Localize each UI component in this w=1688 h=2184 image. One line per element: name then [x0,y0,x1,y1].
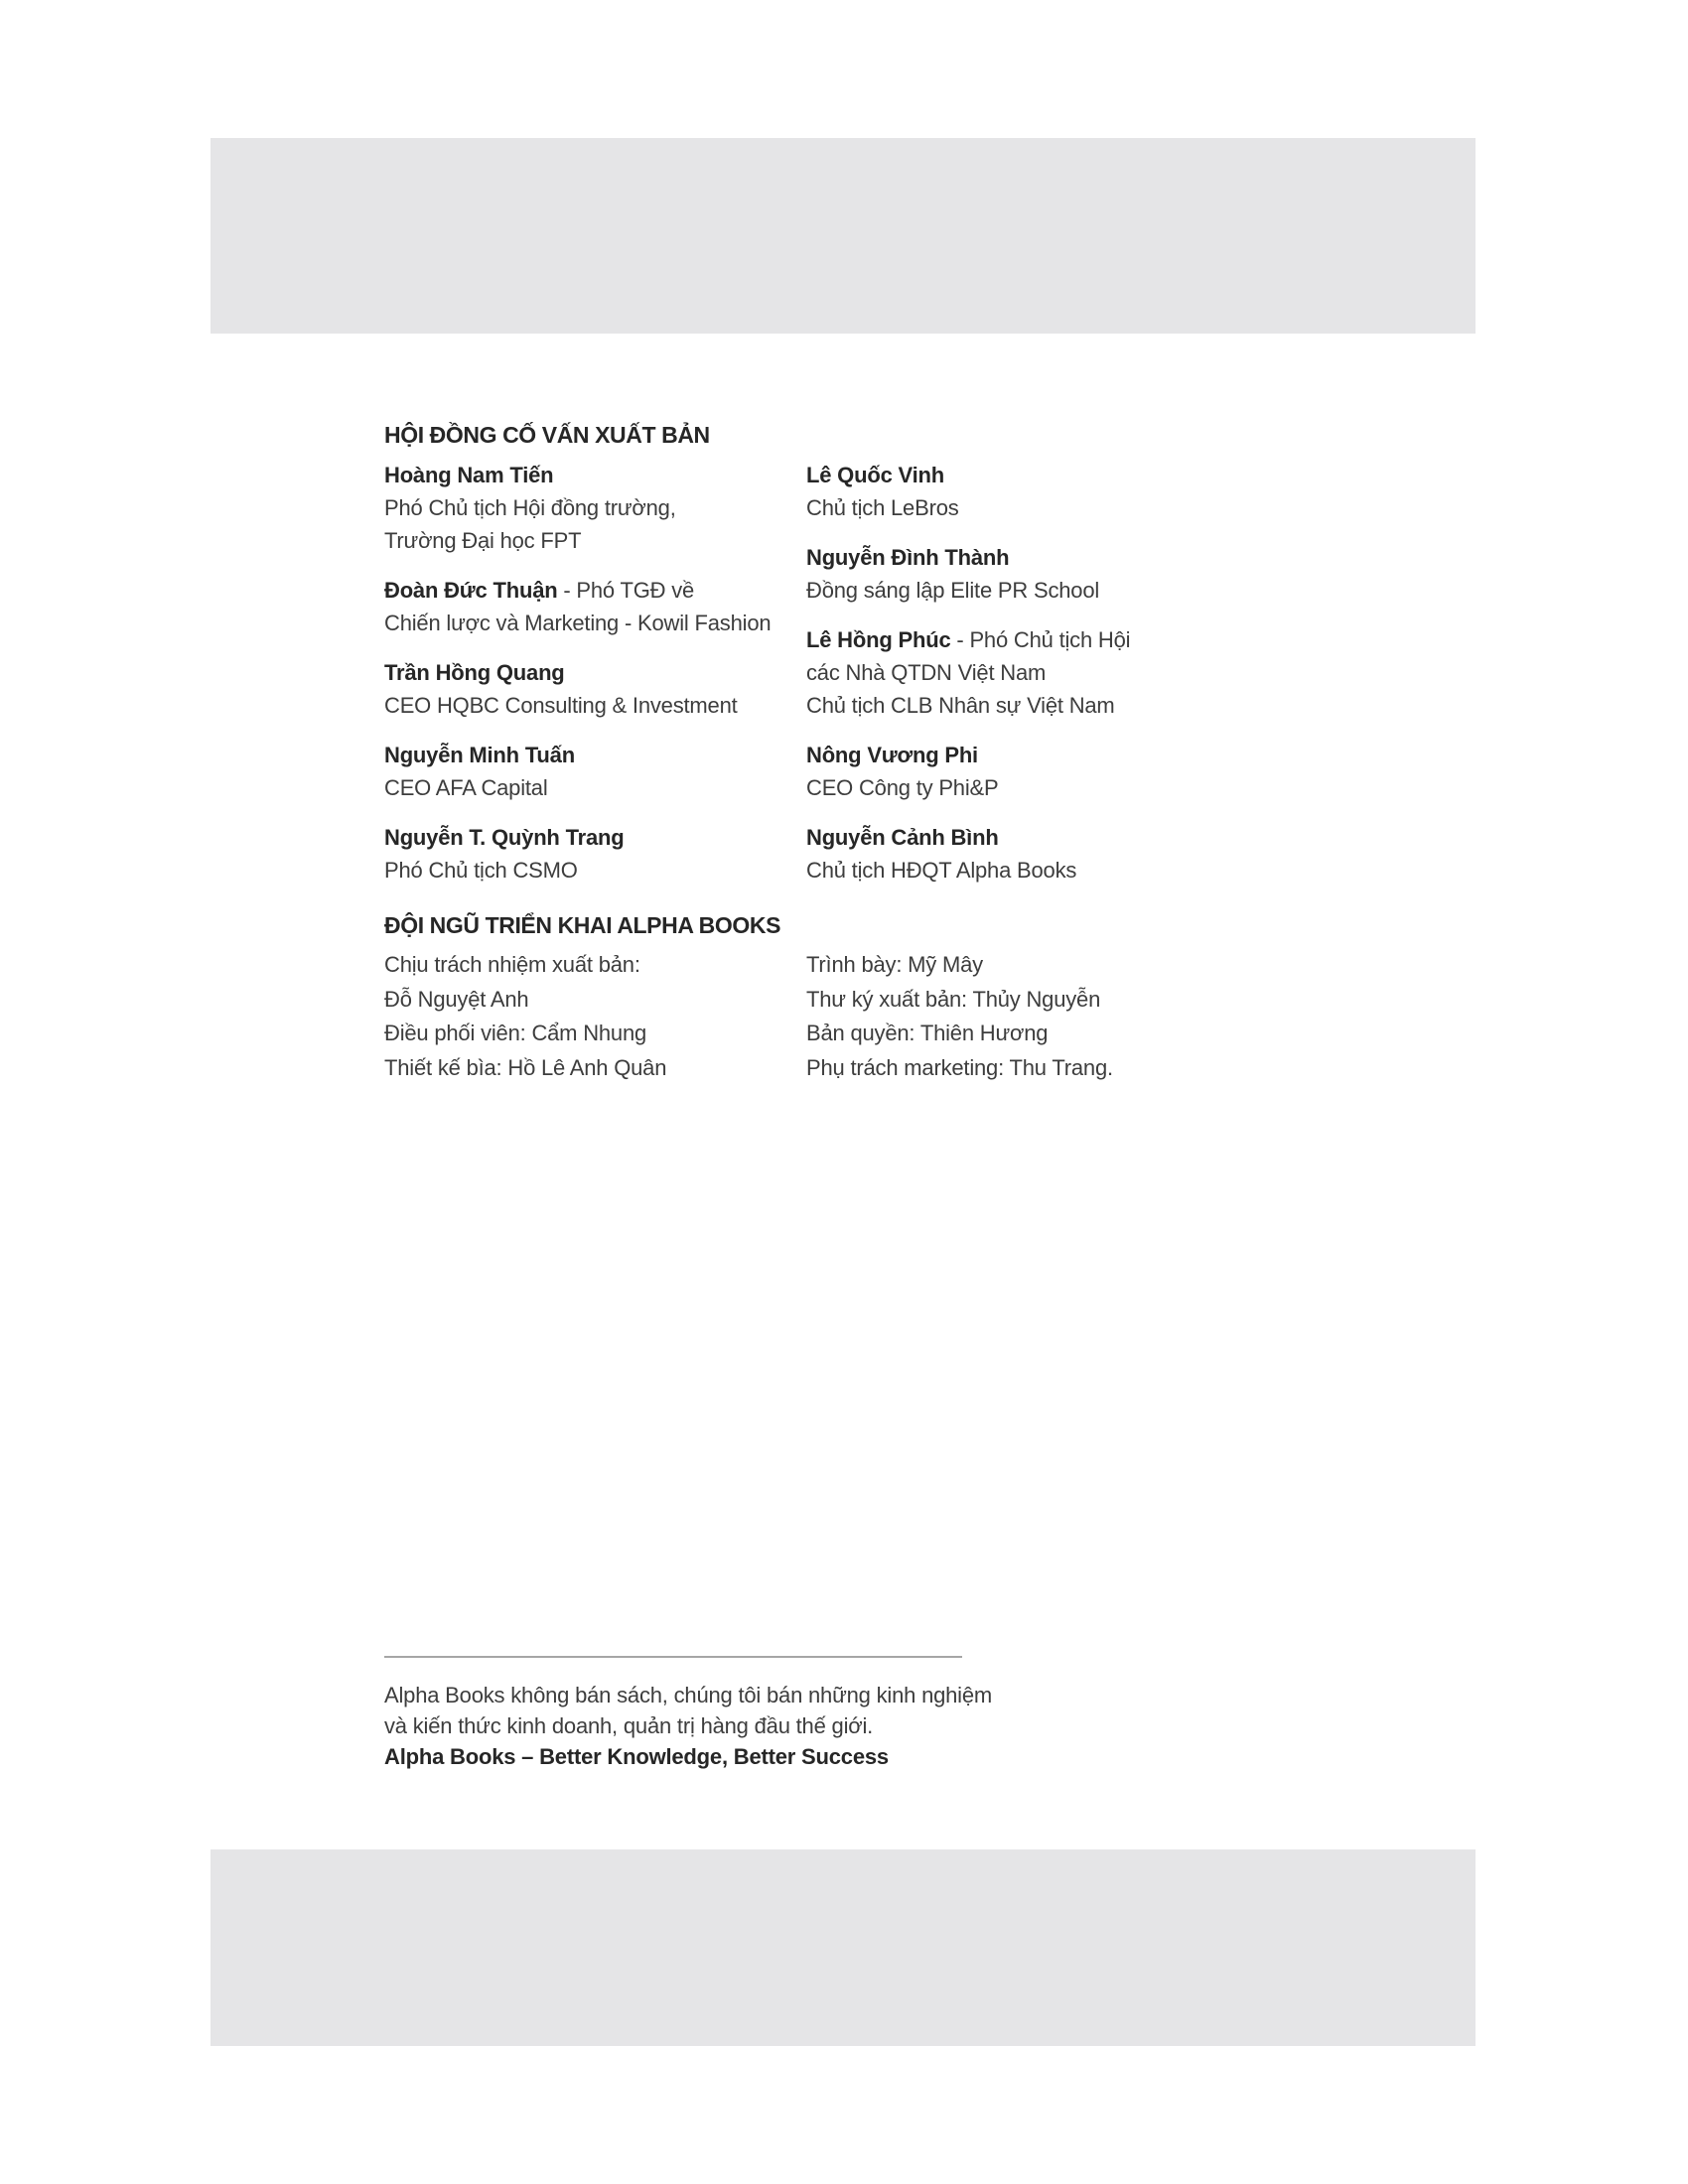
advisor-name: Nguyễn Đình Thành [806,545,1010,570]
advisor-title-line: Chủ tịch LeBros [806,495,959,520]
advisor-entry [384,821,771,887]
advisor-name-line [384,739,771,771]
advisor-name: Nguyễn Minh Tuấn [384,743,575,767]
advisor-title-line: CEO HQBC Consulting & Investment [384,693,738,718]
advisor-name: Lê Hồng Phúc [806,627,951,652]
advisor-name: Hoàng Nam Tiến [384,463,554,487]
advisor-name-line [384,459,771,491]
advisory-board-heading: HỘI ĐỒNG CỐ VẤN XUẤT BẢN [384,422,710,448]
team-credit-line: Phụ trách marketing: Thu Trang. [806,1054,1113,1080]
advisor-title-line: Chủ tịch HĐQT Alpha Books [806,858,1077,883]
advisor-title-line: Đồng sáng lập Elite PR School [806,578,1100,603]
advisor-title-line: Phó Chủ tịch Hội đồng trường, [384,495,676,520]
advisor-entry [384,739,771,804]
advisor-entry [806,739,1130,804]
team-credit-line: Chịu trách nhiệm xuất bản: [384,952,640,977]
advisor-name: Trần Hồng Quang [384,660,565,685]
advisor-entry [806,623,1130,722]
team-credit-line: Bản quyền: Thiên Hương [806,1021,1049,1046]
advisor-entry [806,541,1130,607]
team-credit-line: Trình bày: Mỹ Mây [806,952,983,977]
advisor-title-line: Chiến lược và Marketing - Kowil Fashion [384,611,772,635]
bottom-image-placeholder [211,1849,1476,2046]
advisor-title-line: Chủ tịch CLB Nhân sự Việt Nam [806,693,1115,718]
advisor-title-inline: - Phó TGĐ về [557,578,695,603]
team-right-column [806,948,1113,1085]
advisory-right-column [806,459,1130,903]
slogan-tagline: Alpha Books – Better Knowledge, Better Success [384,1744,889,1769]
advisory-left-column [384,459,771,903]
advisor-name: Nông Vương Phi [806,743,978,767]
team-credit-line: Thư ký xuất bản: Thủy Nguyễn [806,986,1101,1012]
advisor-name-line [384,656,771,689]
advisor-entry [806,459,1130,524]
team-left-column [384,948,666,1085]
advisor-name-line [806,541,1130,574]
advisor-name-line [384,574,771,607]
advisor-name-line [384,821,771,854]
slogan-line-2: và kiến thức kinh doanh, quản trị hàng đầu thế giới. [384,1713,874,1738]
slogan-line-1: Alpha Books không bán sách, chúng tôi bán những kinh nghiệm [384,1683,993,1707]
advisor-title-line: CEO AFA Capital [384,775,548,800]
advisor-entry [806,821,1130,887]
advisor-title-line: các Nhà QTDN Việt Nam [806,660,1047,685]
footer-divider [384,1656,962,1658]
advisor-entry [384,459,771,557]
advisor-name-line [806,739,1130,771]
advisor-name: Nguyễn Cảnh Bình [806,825,999,850]
team-credit-line: Thiết kế bìa: Hồ Lê Anh Quân [384,1054,667,1080]
advisor-entry [384,656,771,722]
advisor-name-line [806,821,1130,854]
advisor-name-line [806,623,1130,656]
team-credit-line: Đỗ Nguyệt Anh [384,986,529,1012]
footer-slogan-block [384,1680,992,1772]
advisor-name: Nguyễn T. Quỳnh Trang [384,825,625,850]
advisor-name: Đoàn Đức Thuận [384,578,558,603]
advisor-title-line: Trường Đại học FPT [384,528,582,553]
advisor-name: Lê Quốc Vinh [806,463,944,487]
advisor-entry [384,574,771,639]
top-image-placeholder [211,138,1476,334]
advisor-title-line: CEO Công ty Phi&P [806,775,999,800]
advisor-title-inline: - Phó Chủ tịch Hội [950,627,1131,652]
advisor-name-line [806,459,1130,491]
team-heading: ĐỘI NGŨ TRIỂN KHAI ALPHA BOOKS [384,912,781,938]
advisor-title-line: Phó Chủ tịch CSMO [384,858,578,883]
team-credit-line: Điều phối viên: Cẩm Nhung [384,1021,647,1046]
